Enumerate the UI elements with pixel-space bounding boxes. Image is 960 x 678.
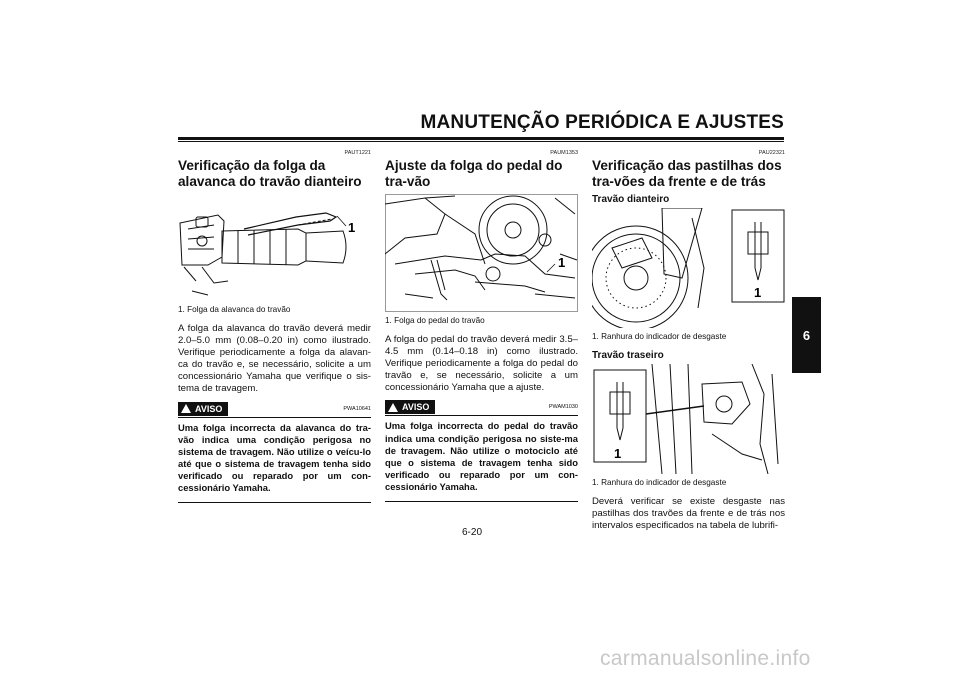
front-figure-caption: 1. Ranhura do indicador de desgaste [592, 332, 727, 341]
warning-badge: AVISO [385, 400, 435, 414]
watermark: carmanualsonline.info [600, 647, 811, 670]
section-code: PAUM1353 [550, 150, 578, 156]
figure-callout: 1 [348, 220, 356, 235]
section-body: Deverá verificar se existe desgaste nas pastilhas dos travões da frente e de trás nos intervalos especificados na tabela de lubrifi- [592, 496, 785, 532]
section-rear-brake-pedal [385, 150, 578, 502]
rear-brake-heading: Travão traseiro [592, 350, 664, 361]
brake-pedal-figure [385, 194, 578, 312]
warning-badge: AVISO [178, 402, 228, 416]
warning-triangle-icon [388, 403, 398, 412]
section-body: A folga da alavanca do travão deverá medir 2.0–5.0 mm (0.08–0.20 in) como ilustrado. Verifique periodicamente a folga da alavan-ca do travão e, se necessário, solicite a um concessionário Yamaha que verifique o sis-tema de travagem. [178, 323, 371, 395]
warning-text: Uma folga incorrecta do pedal do travão indica uma condição perigosa no siste-ma de travagem. Não utilize o motociclo até que o sistema de travagem tenha sido verificado ou reparado por um con-cessionário Yamaha. [385, 420, 578, 492]
header-rule-thin [178, 141, 784, 142]
section-title: Verificação das pastilhas dos tra-vões da frente e de trás [592, 158, 782, 189]
section-title: Ajuste da folga do pedal do tra-vão [385, 158, 563, 189]
warning-code: PWA10641 [343, 405, 371, 412]
chapter-tab: 6 [792, 297, 821, 373]
warning-code: PWAM1030 [548, 404, 578, 411]
figure-caption: 1. Folga do pedal do travão [385, 316, 485, 325]
rear-figure-caption: 1. Ranhura do indicador de desgaste [592, 478, 727, 487]
figure-callout: 1 [754, 285, 762, 300]
figure-callout: 1 [558, 255, 566, 270]
figure-caption: 1. Folga da alavanca do travão [178, 305, 291, 314]
warning-box [385, 400, 578, 502]
section-body: A folga do pedal do travão deverá medir 3.5–4.5 mm (0.14–0.18 in) como ilustrado. Verifique periodicamente a folga do pedal do travão e, se necessário, solicite a um concessionário Yamaha que a ajuste. [385, 334, 578, 394]
figure-callout: 1 [614, 446, 622, 461]
section-front-brake-lever [178, 150, 371, 503]
section-code: PAU22321 [758, 150, 785, 156]
header-rule [178, 137, 784, 140]
page-header-title: MANUTENÇÃO PERIÓDICA E AJUSTES [420, 112, 784, 133]
front-brake-heading: Travão dianteiro [592, 194, 670, 205]
warning-text: Uma folga incorrecta da alavanca do tra-vão indica uma condição perigosa no sistema de travagem. Não utilize o veícu-lo até que o sistema de travagem tenha sido verificado ou reparado por um con-cessionário Yamaha. [178, 421, 371, 494]
front-brake-figure [592, 208, 785, 328]
brake-lever-figure [178, 195, 371, 301]
rear-brake-figure [592, 364, 785, 474]
section-title: Verificação da folga da alavanca do travão dianteiro [178, 158, 362, 189]
warning-box [178, 402, 371, 504]
section-code: PAUT1221 [344, 150, 371, 156]
section-brake-pads [592, 150, 785, 532]
warning-triangle-icon [181, 404, 191, 413]
page-number: 6-20 [462, 527, 483, 538]
